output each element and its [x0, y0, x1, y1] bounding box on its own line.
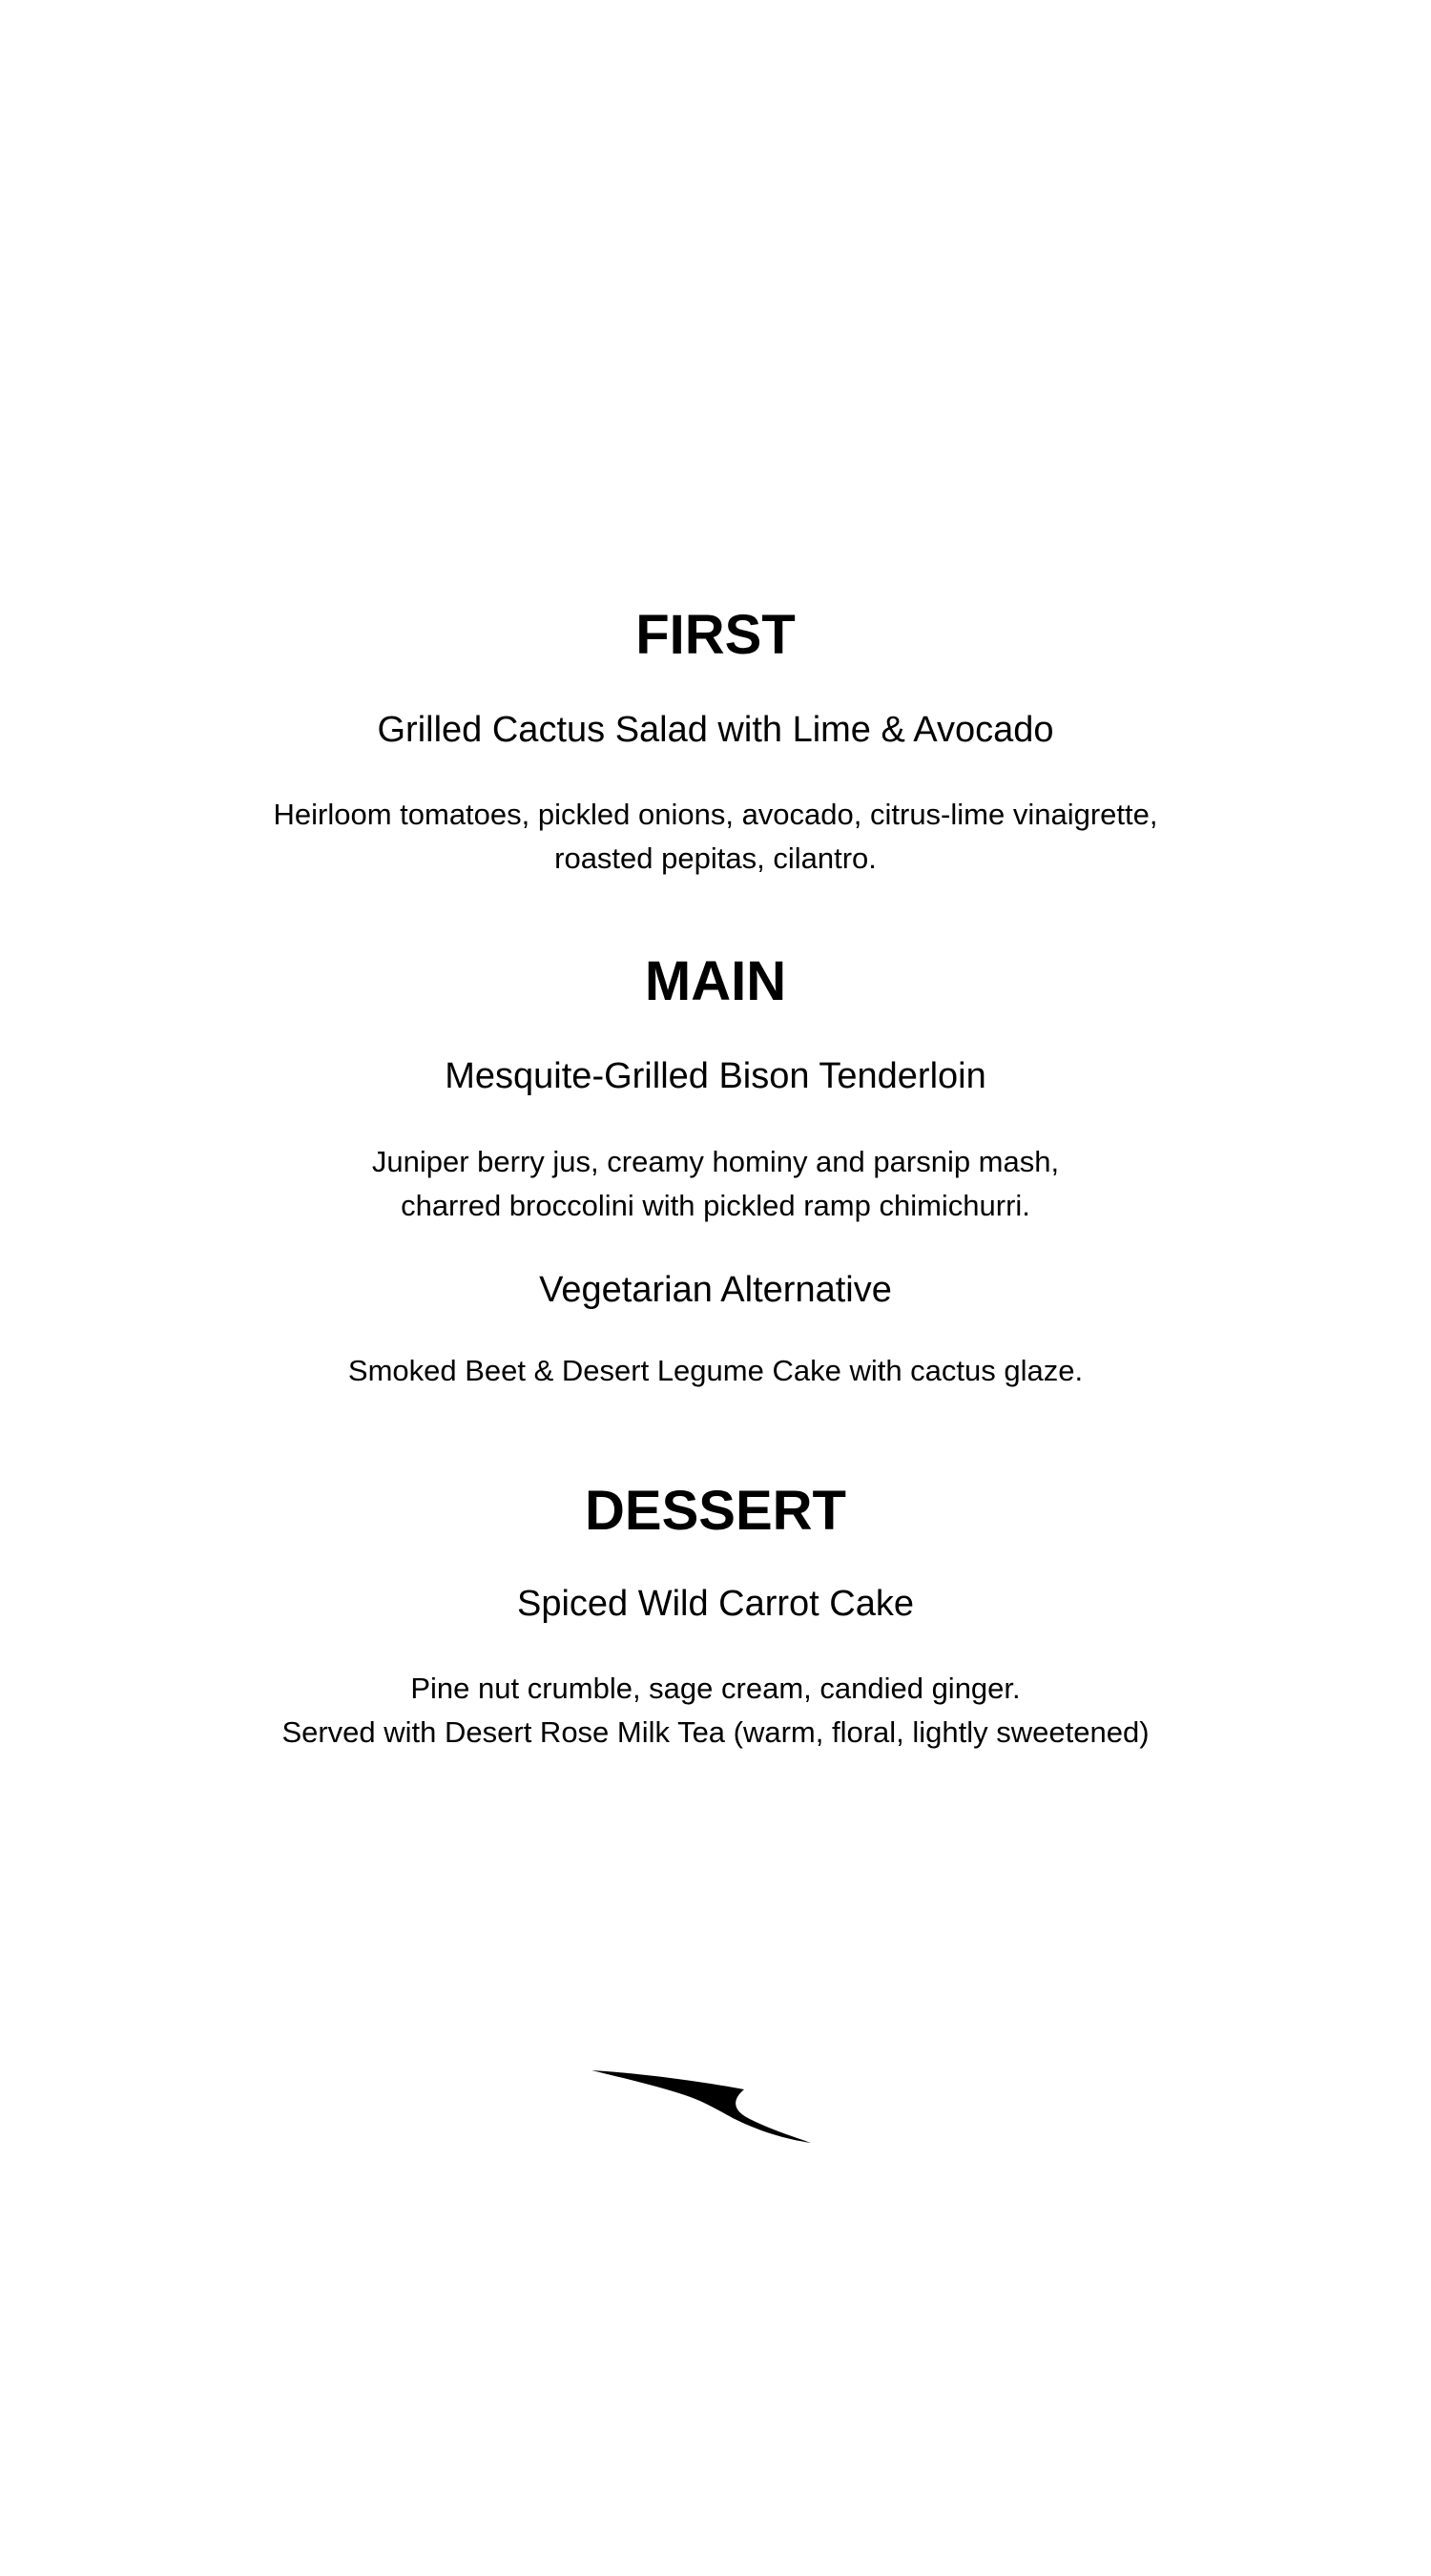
dish-description-first-line-1: Heirloom tomatoes, pickled onions, avocado, citrus-lime vinaigrette,	[273, 798, 1158, 831]
dish-description-first-line-2: roasted pepitas, cilantro.	[554, 841, 877, 875]
course-title-dessert: DESSERT	[585, 1480, 846, 1542]
dish-description-dessert-line-1: Pine nut crumble, sage cream, candied ginger.	[410, 1672, 1021, 1705]
dish-name-dessert: Spiced Wild Carrot Cake	[516, 1584, 915, 1624]
course-title-main: MAIN	[644, 950, 787, 1012]
dish-description-vegetarian-alternative: Smoked Beet & Desert Legume Cake with cactus glaze.	[347, 1354, 1084, 1387]
dish-description-main-line-2: charred broccolini with pickled ramp chimichurri.	[401, 1189, 1030, 1222]
dish-name-vegetarian-alternative: Vegetarian Alternative	[539, 1270, 892, 1310]
swoosh-logo-icon	[590, 2063, 813, 2143]
dish-name-first: Grilled Cactus Salad with Lime & Avocado	[377, 710, 1054, 750]
course-title-first: FIRST	[635, 604, 796, 666]
dish-description-dessert-line-2: Served with Desert Rose Milk Tea (warm, floral, lightly sweetened)	[281, 1715, 1150, 1749]
dish-description-main-line-1: Juniper berry jus, creamy hominy and parsnip mash,	[371, 1145, 1060, 1178]
dish-name-main: Mesquite-Grilled Bison Tenderloin	[445, 1056, 986, 1096]
